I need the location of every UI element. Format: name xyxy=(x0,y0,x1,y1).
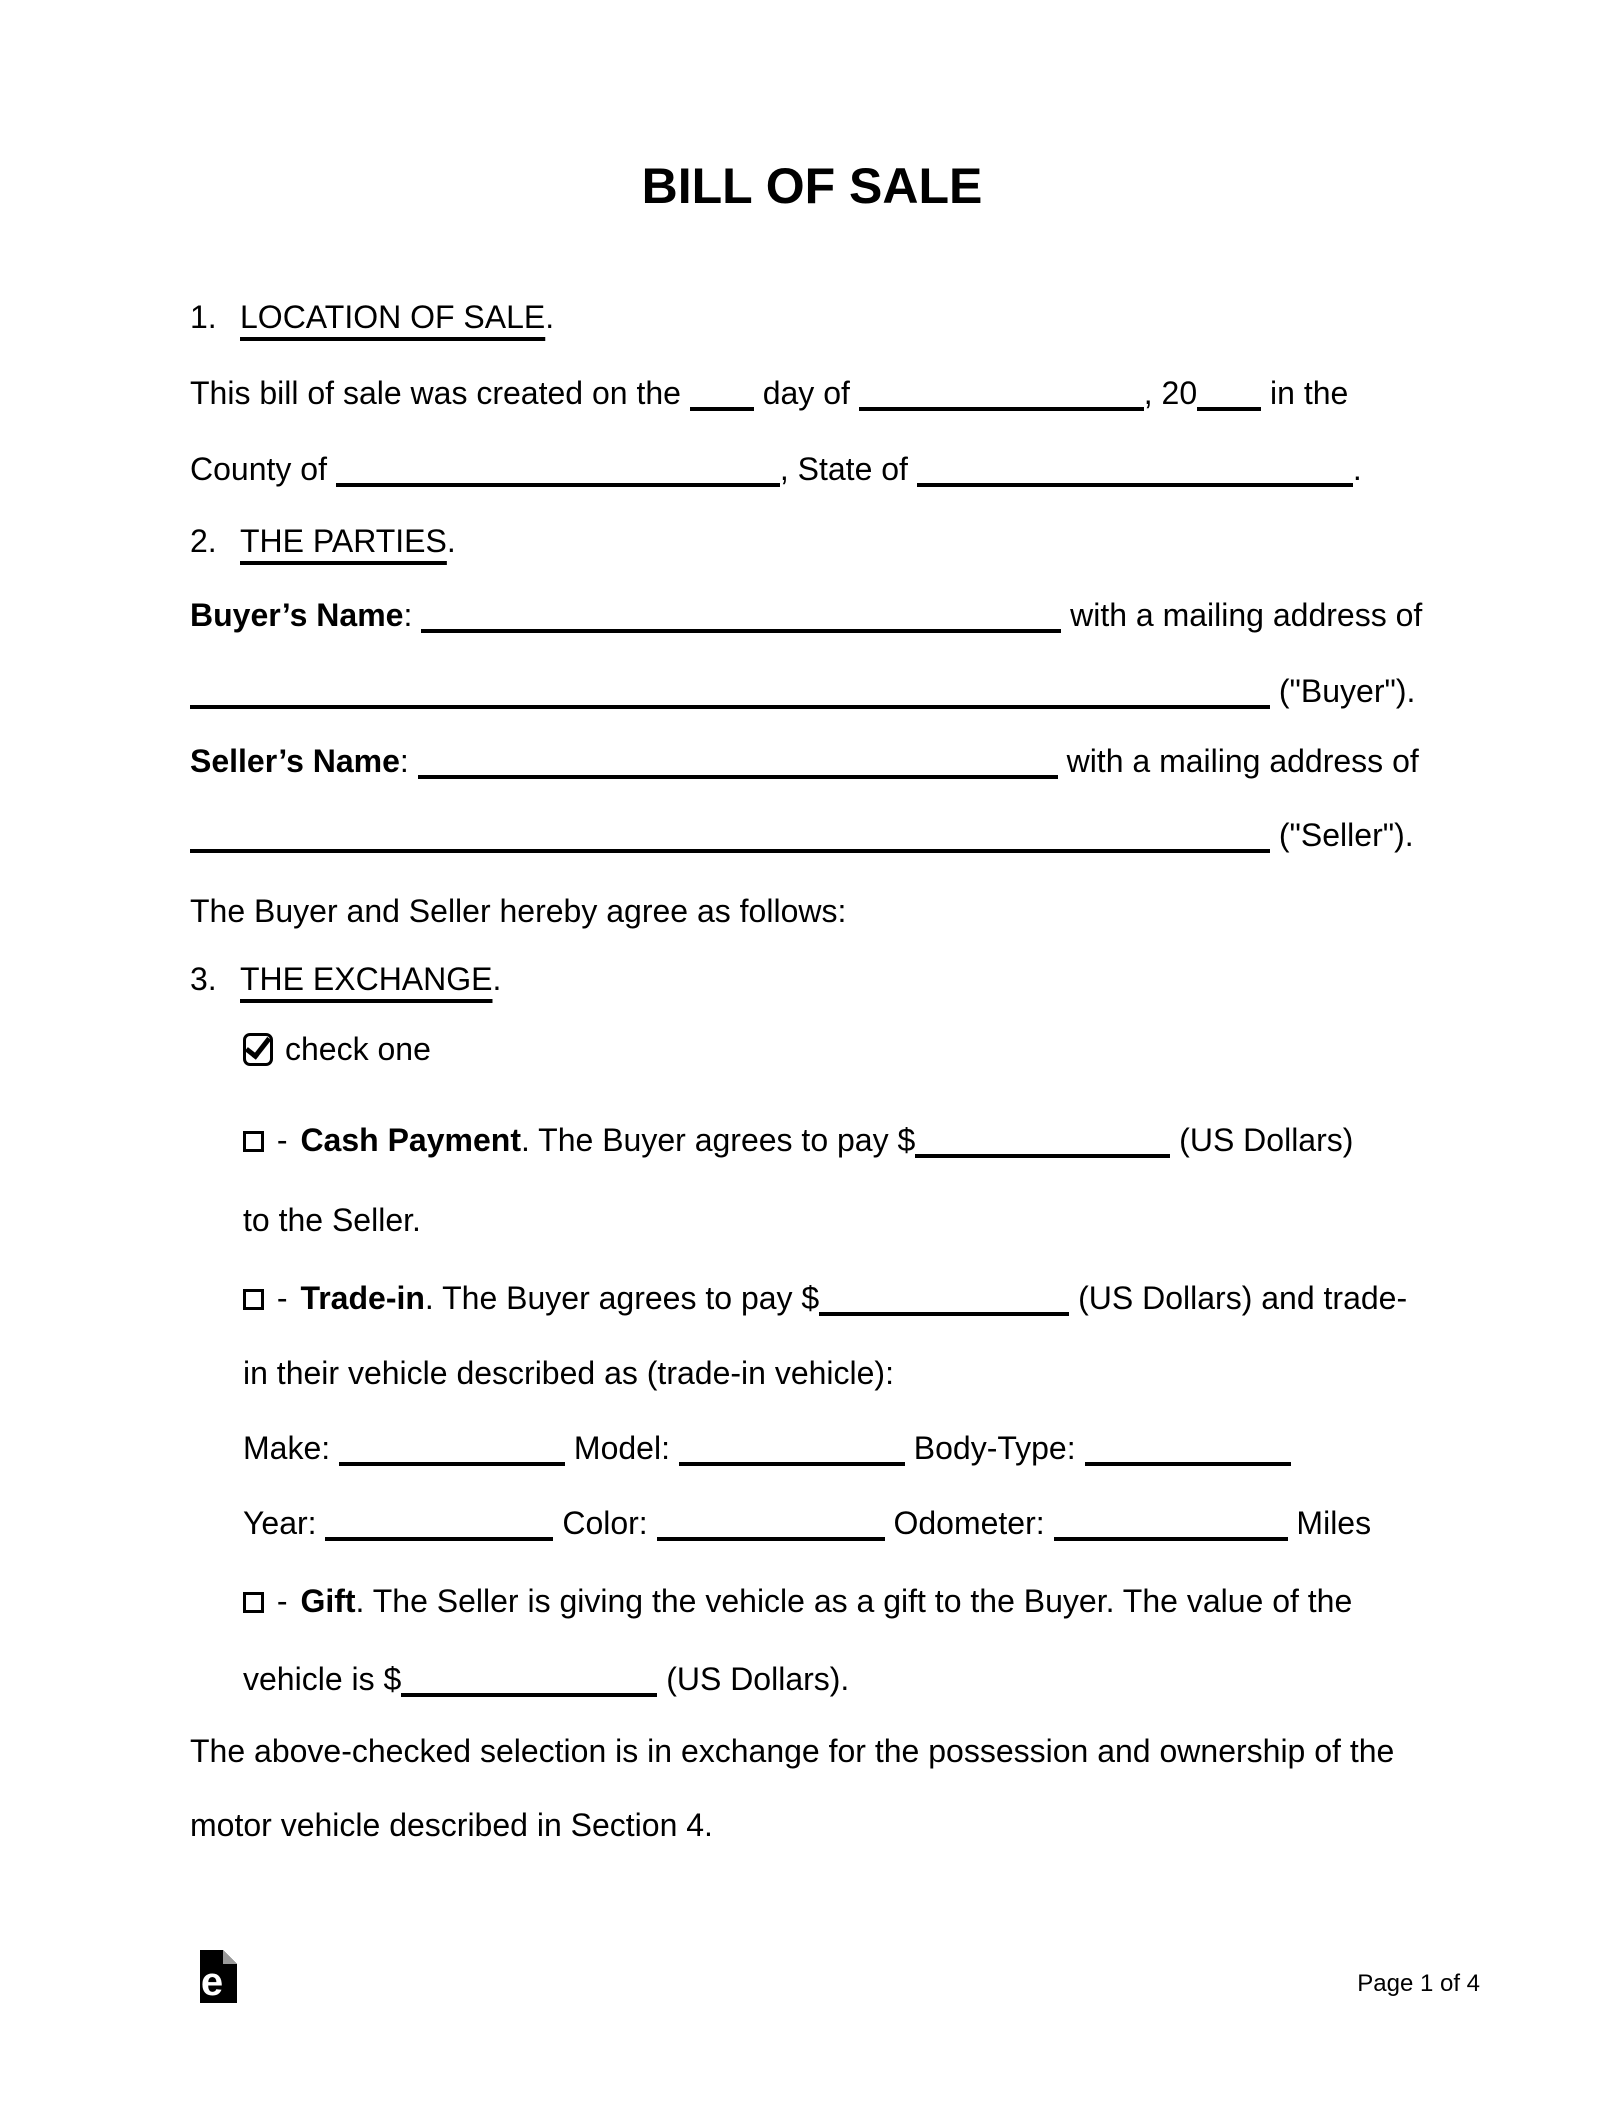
sale-month-field[interactable] xyxy=(859,397,1144,411)
sale-year-field[interactable] xyxy=(1197,397,1261,411)
county-label: County of xyxy=(190,451,336,487)
gift-dash: - xyxy=(276,1583,288,1619)
trade-in-text: . The Buyer agrees to pay $ xyxy=(424,1280,820,1316)
cash-dash: - xyxy=(276,1122,288,1158)
page-title: BILL OF SALE xyxy=(641,158,983,214)
gift-text: . The Seller is giving the vehicle as a gift to the Buyer. The value of the xyxy=(355,1583,1353,1619)
state-label: , State of xyxy=(779,451,917,487)
gift-line xyxy=(243,1582,1352,1620)
section-2-period: . xyxy=(446,523,456,559)
check-one-label: check one xyxy=(285,1031,431,1067)
section-3-number: 3. xyxy=(190,961,217,997)
section-1-heading xyxy=(190,298,554,336)
odometer-field[interactable] xyxy=(1054,1527,1288,1541)
section-2-heading xyxy=(190,522,456,560)
section-1-period: . xyxy=(545,299,555,335)
buyer-name-field[interactable] xyxy=(421,619,1061,633)
agreement-line: The Buyer and Seller hereby agree as follows: xyxy=(190,893,847,929)
intro-line-1 xyxy=(190,374,1348,412)
vehicle-row-1 xyxy=(243,1429,1291,1467)
cash-payment-text: . The Buyer agrees to pay $ xyxy=(520,1122,916,1158)
check-one-checkbox-icon xyxy=(243,1033,273,1066)
state-field[interactable] xyxy=(917,473,1353,487)
intro-text-1: This bill of sale was created on the xyxy=(190,375,690,411)
section-2-title: THE PARTIES xyxy=(240,523,447,559)
section-3-period: . xyxy=(492,961,502,997)
section-1-title: LOCATION OF SALE xyxy=(240,299,546,335)
make-field[interactable] xyxy=(339,1452,565,1466)
body-type-field[interactable] xyxy=(1085,1452,1291,1466)
year-label: Year: xyxy=(243,1505,317,1541)
buyer-mailing-text: with a mailing address of xyxy=(1061,597,1423,633)
seller-address-line xyxy=(190,816,1414,854)
trade-in-checkbox[interactable] xyxy=(243,1289,264,1310)
trade-in-label: Trade-in xyxy=(300,1280,425,1316)
closing-line-1: The above-checked selection is in exchange for the possession and ownership of the xyxy=(190,1733,1395,1769)
seller-colon: : xyxy=(399,743,418,779)
cash-payment-suffix: (US Dollars) xyxy=(1170,1122,1354,1158)
seller-name-field[interactable] xyxy=(418,765,1058,779)
make-label: Make: xyxy=(243,1430,331,1466)
trade-dash: - xyxy=(276,1280,288,1316)
cash-payment-checkbox[interactable] xyxy=(243,1131,264,1152)
gift-value-field[interactable] xyxy=(401,1683,657,1697)
section-2-number: 2. xyxy=(190,523,217,559)
eforms-logo-letter: e xyxy=(200,1960,224,2004)
buyer-address-line xyxy=(190,672,1415,710)
buyer-tag: ("Buyer"). xyxy=(1270,673,1416,709)
seller-name-line xyxy=(190,742,1419,780)
trade-amount-field[interactable] xyxy=(819,1302,1069,1316)
seller-mailing-text: with a mailing address of xyxy=(1057,743,1419,779)
gift-value-suffix: (US Dollars). xyxy=(657,1661,850,1697)
buyer-name-label: Buyer’s Name xyxy=(190,597,404,633)
gift-value-line xyxy=(243,1660,849,1698)
color-label: Color: xyxy=(562,1505,648,1541)
trade-in-cont-line: in their vehicle described as (trade-in vehicle): xyxy=(243,1355,894,1391)
odometer-label: Odometer: xyxy=(893,1505,1045,1541)
model-label: Model: xyxy=(573,1430,670,1466)
cash-payment-cont-line: to the Seller. xyxy=(243,1202,421,1238)
county-state-period: . xyxy=(1352,451,1362,487)
year-field[interactable] xyxy=(325,1527,553,1541)
cash-payment-line xyxy=(243,1121,1353,1159)
section-3-title: THE EXCHANGE xyxy=(240,961,493,997)
miles-label: Miles xyxy=(1296,1505,1372,1541)
color-field[interactable] xyxy=(657,1527,885,1541)
model-field[interactable] xyxy=(679,1452,905,1466)
section-3-heading xyxy=(190,960,501,998)
seller-tag: ("Seller"). xyxy=(1270,817,1414,853)
intro-text-4: in the xyxy=(1261,375,1349,411)
gift-value-text: vehicle is $ xyxy=(243,1661,402,1697)
closing-line-2: motor vehicle described in Section 4. xyxy=(190,1807,713,1843)
vehicle-row-2 xyxy=(243,1504,1371,1542)
county-state-line xyxy=(190,450,1362,488)
page-number: Page 1 of 4 xyxy=(1357,1970,1480,1997)
checkmark-icon xyxy=(245,1031,271,1059)
intro-text-3: , 20 xyxy=(1143,375,1198,411)
buyer-address-field[interactable] xyxy=(190,695,1270,709)
buyer-colon: : xyxy=(403,597,422,633)
cash-amount-field[interactable] xyxy=(915,1144,1170,1158)
gift-label: Gift xyxy=(300,1583,356,1619)
buyer-name-line xyxy=(190,596,1422,634)
trade-in-line xyxy=(243,1279,1407,1317)
intro-text-2: day of xyxy=(753,375,859,411)
gift-checkbox[interactable] xyxy=(243,1592,264,1613)
body-type-label: Body-Type: xyxy=(913,1430,1076,1466)
trade-in-suffix: (US Dollars) and trade- xyxy=(1069,1280,1408,1316)
seller-name-label: Seller’s Name xyxy=(190,743,400,779)
county-field[interactable] xyxy=(336,473,780,487)
section-1-number: 1. xyxy=(190,299,217,335)
check-one-line xyxy=(243,1030,431,1068)
cash-payment-label: Cash Payment xyxy=(300,1122,521,1158)
seller-address-field[interactable] xyxy=(190,839,1270,853)
sale-day-field[interactable] xyxy=(690,397,754,411)
